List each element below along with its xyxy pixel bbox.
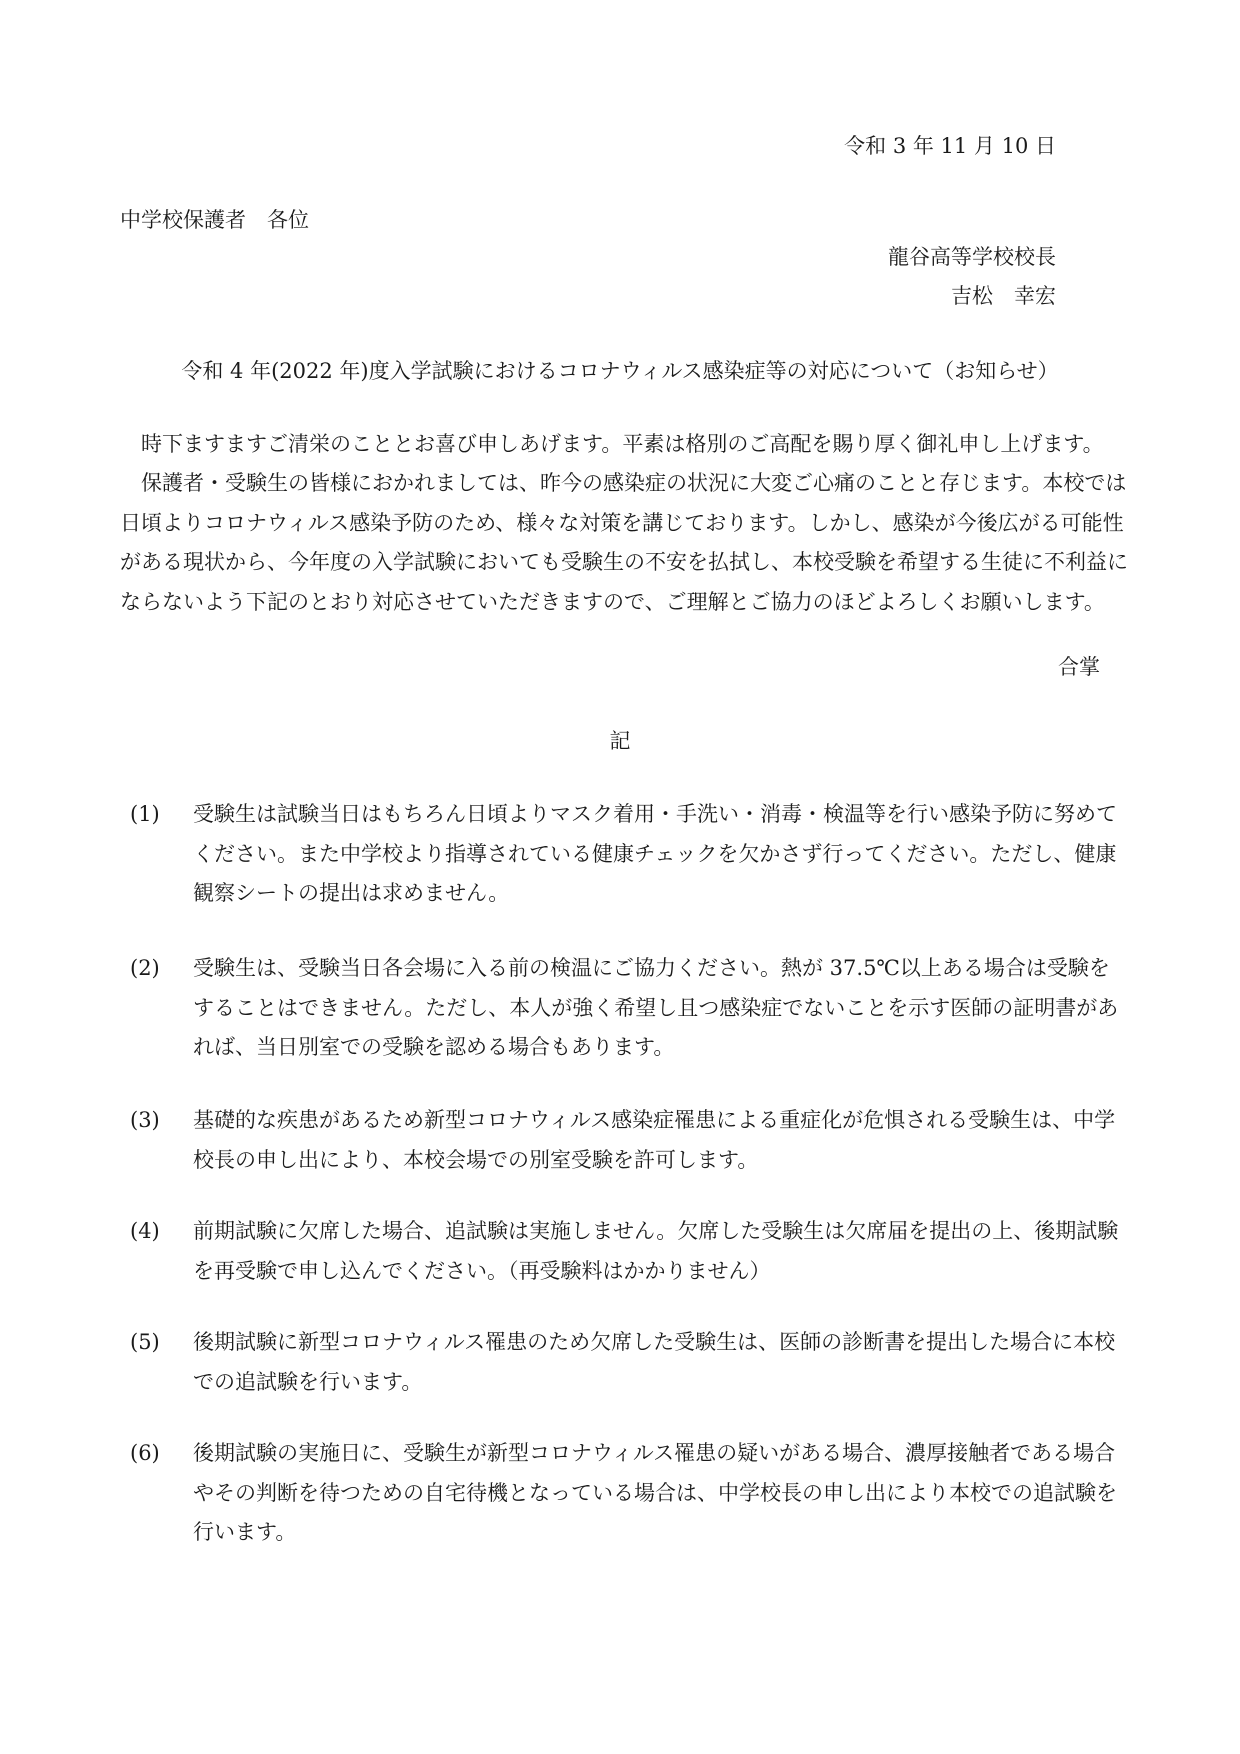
main-paragraph: 保護者・受験生の皆様におかれましては、昨今の感染症の状況に大変ご心痛のことと存じます。本校では日頃よりコロナウィルス感染予防のため、様々な対策を講じております。しかし、感染が今後広がる可能性がある現状から、今年度の入学試験においても受験生の不安を払拭し、本校受験を希望する生徒に不利益にならないよう下記のとおり対応させていただきますので、ご理解とご協力のほどよろしくお願いします。 [120,471,1128,614]
item-text: 後期試験に新型コロナウィルス罹患のため欠席した受験生は、医師の診断書を提出した場合に本校での追試験を行います。 [193,1330,1116,1394]
item-number: (4) [130,1219,160,1243]
document-date: 令和 3 年 11 月 10 日 [844,134,1056,158]
item-number: (5) [130,1330,160,1354]
item-text: 前期試験に欠席した場合、追試験は実施しません。欠席した受験生は欠席届を提出の上、後期試験を再受験で申し込んでください。（再受験料はかかりません） [193,1219,1119,1283]
item-number: (1) [130,802,160,826]
item-text: 後期試験の実施日に、受験生が新型コロナウィルス罹患の疑いがある場合、濃厚接触者である場合やその判断を待つための自宅待機となっている場合は、中学校長の申し出により本校での追試験を行います。 [193,1441,1117,1544]
sender-organization: 龍谷高等学校校長 [888,245,1056,269]
closing-word: 合掌 [1058,655,1100,679]
item-text: 基礎的な疾患があるため新型コロナウィルス感染症罹患による重症化が危惧される受験生は、中学校長の申し出により、本校会場での別室受験を許可します。 [193,1108,1116,1172]
sender-name: 吉松 幸宏 [951,284,1056,308]
ki-heading: 記 [609,729,631,753]
greeting-paragraph: 時下ますますご清栄のこととお喜び申しあげます。平素は格別のご高配を賜り厚く御礼申し上げます。 [141,432,1104,456]
document-title: 令和 4 年(2022 年)度入学試験におけるコロナウィルス感染症等の対応について（お知らせ） [181,359,1059,383]
item-number: (6) [130,1441,160,1465]
item-text: 受験生は、受験当日各会場に入る前の検温にご協力ください。熱が 37.5℃以上ある場合は受験をすることはできません。ただし、本人が強く希望し且つ感染症でないことを示す医師の証明書があれば、当日別室での受験を認める場合もあります。 [193,956,1119,1059]
item-number: (2) [130,956,160,980]
item-text: 受験生は試験当日はもちろん日頃よりマスク着用・手洗い・消毒・検温等を行い感染予防に努めてください。また中学校より指導されている健康チェックを欠かさず行ってください。ただし、健康観察シートの提出は求めません。 [193,802,1117,905]
item-number: (3) [130,1108,160,1132]
recipient-line: 中学校保護者 各位 [120,208,309,232]
